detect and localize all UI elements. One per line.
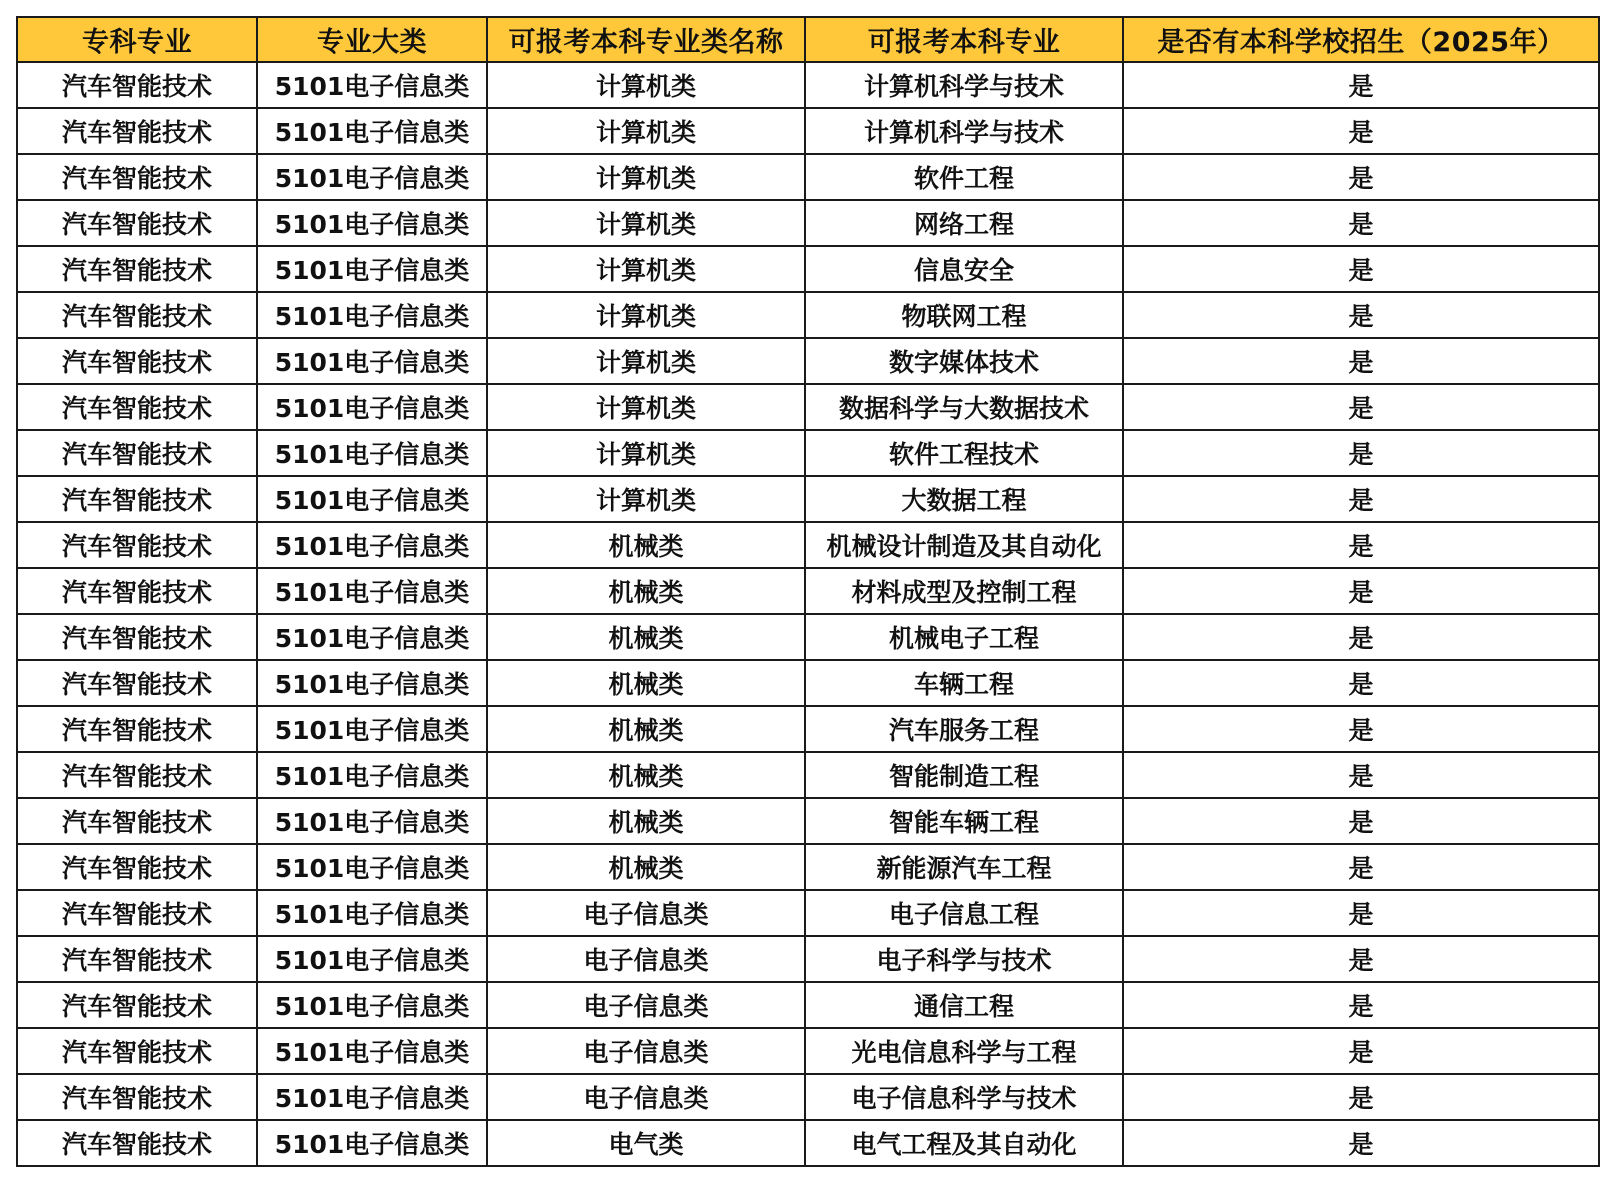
table-row (17, 752, 1599, 798)
cell-enrollment: 是 (1123, 890, 1599, 936)
cell-junior-major: 汽车智能技术 (17, 982, 257, 1028)
cell-bachelor-category: 电子信息类 (487, 936, 805, 982)
cell-enrollment: 是 (1123, 798, 1599, 844)
cell-major-category: 5101电子信息类 (257, 200, 487, 246)
cell-bachelor-category: 机械类 (487, 844, 805, 890)
cell-enrollment: 是 (1123, 522, 1599, 568)
cell-enrollment: 是 (1123, 1074, 1599, 1120)
cell-bachelor-major: 数字媒体技术 (805, 338, 1123, 384)
cell-bachelor-major: 计算机科学与技术 (805, 108, 1123, 154)
cell-junior-major: 汽车智能技术 (17, 1120, 257, 1166)
cell-junior-major: 汽车智能技术 (17, 1028, 257, 1074)
cell-bachelor-major: 电子科学与技术 (805, 936, 1123, 982)
cell-junior-major: 汽车智能技术 (17, 62, 257, 108)
cell-major-category: 5101电子信息类 (257, 798, 487, 844)
table-row (17, 522, 1599, 568)
header-cell-bachelor-major: 可报考本科专业 (805, 17, 1123, 62)
cell-major-category: 5101电子信息类 (257, 568, 487, 614)
table-header (17, 17, 1599, 62)
cell-enrollment: 是 (1123, 660, 1599, 706)
cell-bachelor-category: 机械类 (487, 568, 805, 614)
cell-major-category: 5101电子信息类 (257, 62, 487, 108)
header-cell-bachelor-category: 可报考本科专业类名称 (487, 17, 805, 62)
table-row (17, 936, 1599, 982)
cell-bachelor-category: 机械类 (487, 706, 805, 752)
cell-major-category: 5101电子信息类 (257, 1120, 487, 1166)
cell-enrollment: 是 (1123, 568, 1599, 614)
header-cell-junior-major: 专科专业 (17, 17, 257, 62)
cell-bachelor-category: 计算机类 (487, 62, 805, 108)
cell-bachelor-major: 光电信息科学与工程 (805, 1028, 1123, 1074)
table-row (17, 338, 1599, 384)
cell-enrollment: 是 (1123, 154, 1599, 200)
table-row (17, 246, 1599, 292)
cell-major-category: 5101电子信息类 (257, 154, 487, 200)
cell-enrollment: 是 (1123, 1028, 1599, 1074)
table-row (17, 660, 1599, 706)
cell-bachelor-category: 机械类 (487, 614, 805, 660)
cell-bachelor-category: 机械类 (487, 660, 805, 706)
cell-bachelor-major: 电子信息科学与技术 (805, 1074, 1123, 1120)
cell-junior-major: 汽车智能技术 (17, 752, 257, 798)
table-row (17, 200, 1599, 246)
cell-bachelor-major: 机械设计制造及其自动化 (805, 522, 1123, 568)
table-row (17, 982, 1599, 1028)
cell-enrollment: 是 (1123, 752, 1599, 798)
cell-bachelor-category: 电子信息类 (487, 1028, 805, 1074)
cell-bachelor-category: 计算机类 (487, 476, 805, 522)
cell-junior-major: 汽车智能技术 (17, 430, 257, 476)
cell-major-category: 5101电子信息类 (257, 982, 487, 1028)
cell-junior-major: 汽车智能技术 (17, 154, 257, 200)
cell-major-category: 5101电子信息类 (257, 338, 487, 384)
cell-bachelor-major: 电子信息工程 (805, 890, 1123, 936)
cell-bachelor-major: 汽车服务工程 (805, 706, 1123, 752)
header-cell-enrollment-2025: 是否有本科学校招生（2025年） (1123, 17, 1599, 62)
cell-major-category: 5101电子信息类 (257, 1028, 487, 1074)
cell-junior-major: 汽车智能技术 (17, 384, 257, 430)
cell-major-category: 5101电子信息类 (257, 108, 487, 154)
table-row (17, 1028, 1599, 1074)
cell-enrollment: 是 (1123, 62, 1599, 108)
major-table (16, 16, 1600, 1167)
cell-bachelor-major: 数据科学与大数据技术 (805, 384, 1123, 430)
table-row (17, 890, 1599, 936)
header-cell-major-category: 专业大类 (257, 17, 487, 62)
cell-bachelor-category: 计算机类 (487, 154, 805, 200)
cell-junior-major: 汽车智能技术 (17, 476, 257, 522)
cell-bachelor-major: 电气工程及其自动化 (805, 1120, 1123, 1166)
cell-enrollment: 是 (1123, 982, 1599, 1028)
cell-junior-major: 汽车智能技术 (17, 108, 257, 154)
cell-bachelor-major: 智能车辆工程 (805, 798, 1123, 844)
cell-major-category: 5101电子信息类 (257, 890, 487, 936)
cell-bachelor-category: 电子信息类 (487, 982, 805, 1028)
cell-junior-major: 汽车智能技术 (17, 568, 257, 614)
table-body (17, 62, 1599, 1166)
cell-enrollment: 是 (1123, 706, 1599, 752)
table-row (17, 568, 1599, 614)
cell-junior-major: 汽车智能技术 (17, 706, 257, 752)
cell-bachelor-category: 电子信息类 (487, 890, 805, 936)
cell-junior-major: 汽车智能技术 (17, 936, 257, 982)
cell-enrollment: 是 (1123, 844, 1599, 890)
cell-major-category: 5101电子信息类 (257, 1074, 487, 1120)
cell-bachelor-major: 智能制造工程 (805, 752, 1123, 798)
cell-enrollment: 是 (1123, 936, 1599, 982)
cell-junior-major: 汽车智能技术 (17, 200, 257, 246)
cell-major-category: 5101电子信息类 (257, 660, 487, 706)
cell-bachelor-category: 计算机类 (487, 292, 805, 338)
table-row (17, 1120, 1599, 1166)
cell-junior-major: 汽车智能技术 (17, 798, 257, 844)
cell-junior-major: 汽车智能技术 (17, 292, 257, 338)
table-row (17, 798, 1599, 844)
cell-major-category: 5101电子信息类 (257, 476, 487, 522)
table-row (17, 476, 1599, 522)
cell-junior-major: 汽车智能技术 (17, 890, 257, 936)
cell-enrollment: 是 (1123, 614, 1599, 660)
cell-bachelor-category: 电子信息类 (487, 1074, 805, 1120)
cell-major-category: 5101电子信息类 (257, 522, 487, 568)
cell-junior-major: 汽车智能技术 (17, 246, 257, 292)
cell-bachelor-major: 软件工程技术 (805, 430, 1123, 476)
cell-junior-major: 汽车智能技术 (17, 1074, 257, 1120)
table-row (17, 62, 1599, 108)
cell-enrollment: 是 (1123, 200, 1599, 246)
cell-enrollment: 是 (1123, 476, 1599, 522)
cell-bachelor-category: 计算机类 (487, 430, 805, 476)
table-row (17, 706, 1599, 752)
table-row (17, 614, 1599, 660)
cell-bachelor-major: 网络工程 (805, 200, 1123, 246)
cell-bachelor-category: 计算机类 (487, 246, 805, 292)
cell-major-category: 5101电子信息类 (257, 752, 487, 798)
header-row (17, 17, 1599, 62)
cell-bachelor-major: 信息安全 (805, 246, 1123, 292)
cell-bachelor-major: 计算机科学与技术 (805, 62, 1123, 108)
cell-bachelor-category: 机械类 (487, 522, 805, 568)
table-row (17, 844, 1599, 890)
cell-bachelor-major: 大数据工程 (805, 476, 1123, 522)
cell-junior-major: 汽车智能技术 (17, 522, 257, 568)
cell-major-category: 5101电子信息类 (257, 844, 487, 890)
cell-junior-major: 汽车智能技术 (17, 614, 257, 660)
cell-enrollment: 是 (1123, 246, 1599, 292)
table-row (17, 292, 1599, 338)
cell-enrollment: 是 (1123, 384, 1599, 430)
cell-major-category: 5101电子信息类 (257, 430, 487, 476)
cell-bachelor-major: 材料成型及控制工程 (805, 568, 1123, 614)
table-row (17, 154, 1599, 200)
cell-bachelor-category: 计算机类 (487, 200, 805, 246)
cell-major-category: 5101电子信息类 (257, 292, 487, 338)
cell-junior-major: 汽车智能技术 (17, 844, 257, 890)
cell-major-category: 5101电子信息类 (257, 706, 487, 752)
cell-bachelor-category: 计算机类 (487, 384, 805, 430)
cell-enrollment: 是 (1123, 338, 1599, 384)
table-row (17, 1074, 1599, 1120)
cell-bachelor-major: 机械电子工程 (805, 614, 1123, 660)
cell-bachelor-category: 电气类 (487, 1120, 805, 1166)
table-row (17, 108, 1599, 154)
cell-major-category: 5101电子信息类 (257, 246, 487, 292)
table-row (17, 384, 1599, 430)
cell-enrollment: 是 (1123, 292, 1599, 338)
cell-bachelor-category: 计算机类 (487, 338, 805, 384)
cell-bachelor-category: 计算机类 (487, 108, 805, 154)
cell-major-category: 5101电子信息类 (257, 614, 487, 660)
cell-major-category: 5101电子信息类 (257, 936, 487, 982)
cell-bachelor-category: 机械类 (487, 752, 805, 798)
cell-bachelor-major: 软件工程 (805, 154, 1123, 200)
cell-junior-major: 汽车智能技术 (17, 660, 257, 706)
cell-junior-major: 汽车智能技术 (17, 338, 257, 384)
cell-bachelor-major: 新能源汽车工程 (805, 844, 1123, 890)
table-row (17, 430, 1599, 476)
cell-enrollment: 是 (1123, 430, 1599, 476)
cell-major-category: 5101电子信息类 (257, 384, 487, 430)
cell-enrollment: 是 (1123, 108, 1599, 154)
cell-bachelor-major: 物联网工程 (805, 292, 1123, 338)
cell-enrollment: 是 (1123, 1120, 1599, 1166)
cell-bachelor-category: 机械类 (487, 798, 805, 844)
cell-bachelor-major: 通信工程 (805, 982, 1123, 1028)
cell-bachelor-major: 车辆工程 (805, 660, 1123, 706)
